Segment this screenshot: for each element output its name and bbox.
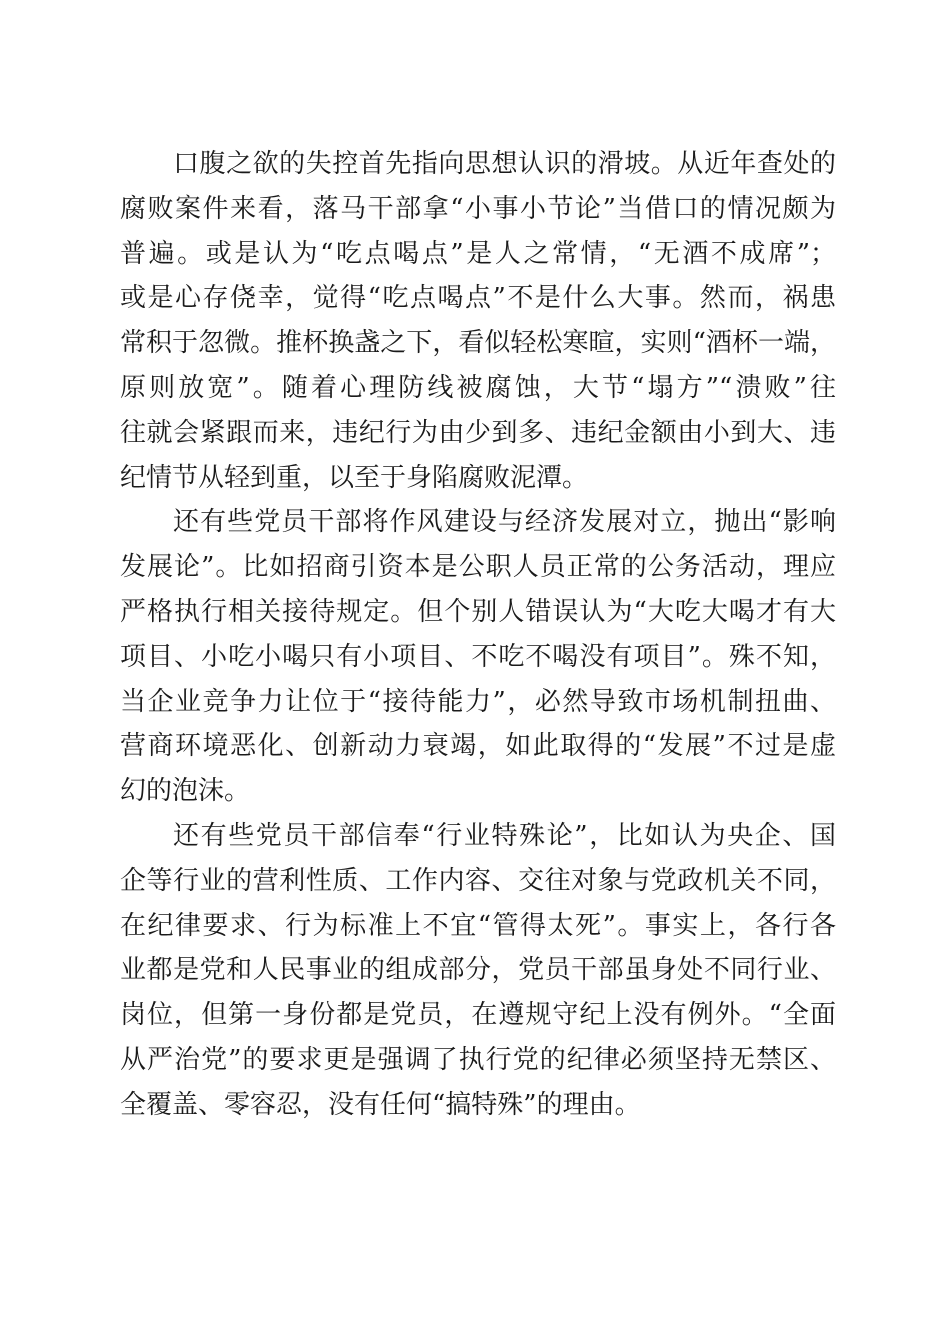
text-line: 当企业竞争力让位于“接待能力”，必然导致市场机制扭曲、 — [120, 686, 836, 717]
text-line: 常积于忽微。推杯换盏之下，看似轻松寒暄，实则“酒杯一端， — [120, 328, 836, 359]
document-body — [120, 142, 836, 1128]
text-line: 营商环境恶化、创新动力衰竭，如此取得的“发展”不过是虚 — [120, 731, 836, 762]
text-line: 口腹之欲的失控首先指向思想认识的滑坡。从近年查处的 — [173, 149, 836, 179]
text-line: 腐败案件来看，落马干部拿“小事小节论”当借口的情况颇为 — [120, 193, 836, 224]
text-line: 严格执行相关接待规定。但个别人错误认为“大吃大喝才有大 — [120, 596, 836, 627]
text-line: 普遍。或是认为“吃点喝点”是人之常情，“无酒不成席”； — [120, 238, 836, 269]
text-line: 原则放宽”。随着心理防线被腐蚀，大节“塌方”“溃败”往 — [120, 372, 836, 403]
paragraph-2 — [120, 500, 836, 814]
text-line: 还有些党员干部信奉“行业特殊论”，比如认为央企、国 — [173, 820, 836, 851]
text-line: 业都是党和人民事业的组成部分，党员干部虽身处不同行业、 — [120, 955, 836, 986]
text-line: 全覆盖、零容忍，没有任何“搞特殊”的理由。 — [120, 1089, 641, 1120]
text-line: 发展论”。比如招商引资本是公职人员正常的公务活动，理应 — [120, 552, 836, 583]
paragraph-1 — [120, 142, 836, 500]
text-line: 幻的泡沫。 — [120, 776, 251, 807]
text-line: 从严治党”的要求更是强调了执行党的纪律必须坚持无禁区、 — [120, 1044, 836, 1075]
text-line: 企等行业的营利性质、工作内容、交往对象与党政机关不同， — [120, 865, 836, 896]
paragraph-3 — [120, 814, 836, 1128]
text-line: 还有些党员干部将作风建设与经济发展对立，抛出“影响 — [173, 507, 836, 538]
text-line: 岗位，但第一身份都是党员，在遵规守纪上没有例外。“全面 — [120, 1000, 836, 1031]
text-line: 项目、小吃小喝只有小项目、不吃不喝没有项目”。殊不知， — [120, 641, 836, 672]
text-line: 纪情节从轻到重，以至于身陷腐败泥潭。 — [120, 462, 589, 493]
text-line: 或是心存侥幸，觉得“吃点喝点”不是什么大事。然而，祸患 — [120, 283, 836, 314]
text-line: 在纪律要求、行为标准上不宜“管得太死”。事实上，各行各 — [120, 910, 836, 941]
text-line: 往就会紧跟而来，违纪行为由少到多、违纪金额由小到大、违 — [120, 417, 836, 448]
